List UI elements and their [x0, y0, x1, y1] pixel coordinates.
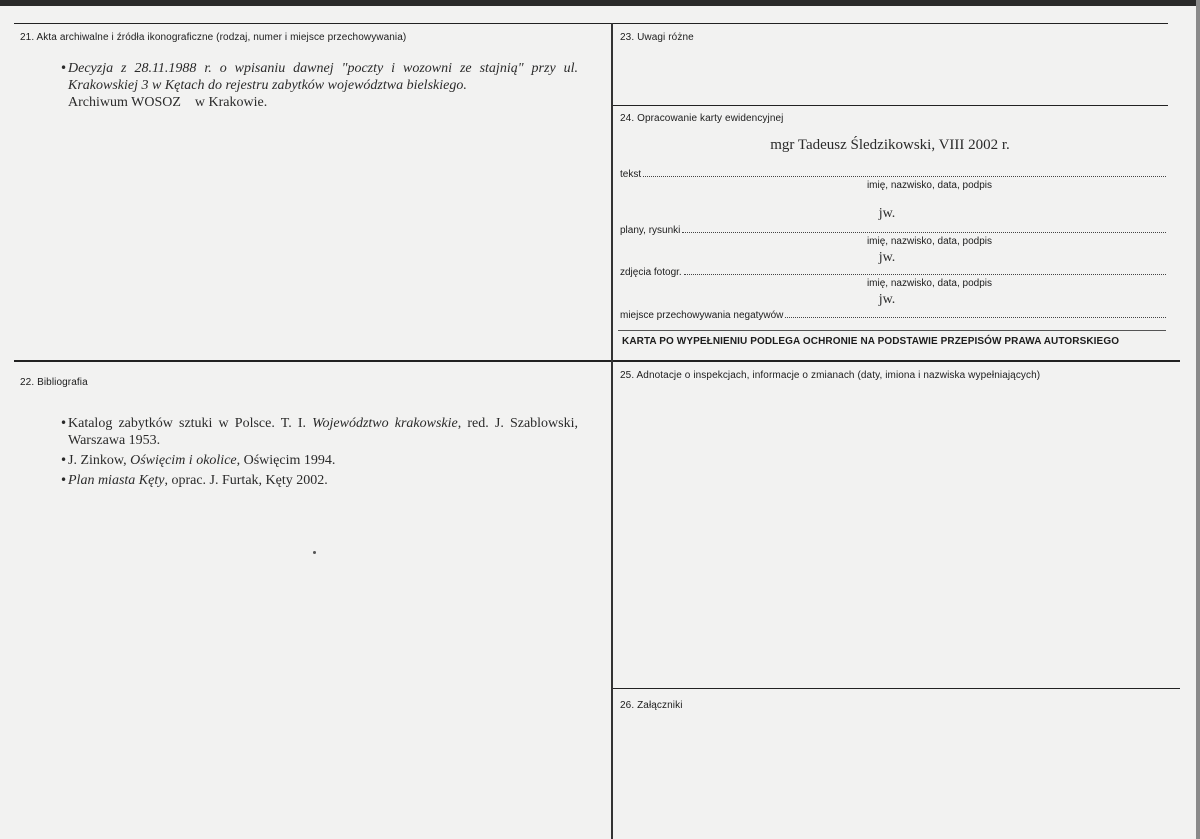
section-24-title: 24. Opracowanie karty ewidencyjnej — [620, 113, 784, 124]
divider-top-right — [612, 23, 1168, 24]
row-zdjecia: zdjęcia fotogr. — [620, 266, 1166, 278]
section-26-title: 26. Załączniki — [620, 700, 683, 711]
row-plany-value: jw. — [878, 206, 896, 221]
divider-notice — [618, 330, 1166, 331]
section-22-title: 22. Bibliografia — [20, 377, 88, 388]
divider-25-26 — [612, 688, 1180, 689]
divider-top-left — [14, 23, 612, 24]
scan-right-edge — [1196, 0, 1200, 839]
row-zdjecia-caption: imię, nazwisko, data, podpis — [866, 278, 993, 289]
section-21-list — [62, 60, 578, 111]
section-22-list — [62, 415, 578, 489]
row-plany: plany, rysunki — [620, 224, 1166, 236]
scan-top-edge — [0, 0, 1200, 6]
divider-23-24 — [612, 105, 1168, 106]
list-item — [62, 60, 578, 111]
archive-location: Archiwum WOSOZ w Krakowie. — [68, 95, 268, 110]
archive-decision: Decyzja z 28.11.1988 r. o wpisaniu dawnej "poczty i wozowni ze stajnią" przy ul. Krakowskiej 3 w Kętach do rejestru zabytków województwa bielskiego. — [68, 61, 578, 93]
copyright-notice: KARTA PO WYPEŁNIENIU PODLEGA OCHRONIE NA PODSTAWIE PRZEPISÓW PRAWA AUTORSKIEGO — [622, 336, 1120, 347]
row-zdjecia-value: jw. — [878, 250, 896, 265]
divider-middle — [14, 360, 1180, 362]
section-21-title: 21. Akta archiwalne i źródła ikonograficzne (rodzaj, numer i miejsce przechowywania) — [20, 32, 407, 43]
row-negatywy-value: jw. — [878, 292, 896, 307]
row-negatywy: miejsce przechowywania negatywów — [620, 309, 1166, 321]
row-plany-caption: imię, nazwisko, data, podpis — [866, 236, 993, 247]
list-item: • Plan miasta Kęty, oprac. J. Furtak, Kęty 2002. — [62, 472, 578, 489]
row-tekst: tekst — [620, 168, 1166, 180]
section-25-title: 25. Adnotacje o inspekcjach, informacje o zmianach (daty, imiona i nazwiska wypełniających) — [620, 370, 1041, 381]
row-tekst-caption: imię, nazwisko, data, podpis — [866, 180, 993, 191]
card-author: mgr Tadeusz Śledzikowski, VIII 2002 r. — [770, 137, 1010, 153]
list-item: • Katalog zabytków sztuki w Polsce. T. I. Województwo krakowskie, red. J. Szablowski, Warszawa 1953. — [62, 415, 578, 449]
list-item: • J. Zinkow, Oświęcim i okolice, Oświęcim 1994. — [62, 452, 578, 469]
section-23-title: 23. Uwagi różne — [620, 32, 694, 43]
scan-speck — [313, 551, 316, 554]
